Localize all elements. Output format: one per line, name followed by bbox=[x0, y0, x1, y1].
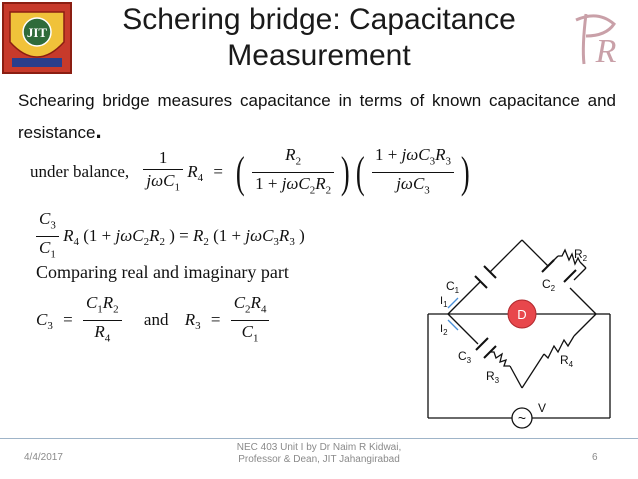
intro-period: . bbox=[95, 118, 102, 143]
svg-text:R4: $R_4$ bbox=[560, 353, 574, 369]
footer-date: 4/4/2017 bbox=[24, 452, 63, 463]
svg-text:R2: $R_2$ bbox=[574, 247, 588, 263]
compare-label: Comparing real and imaginary part bbox=[36, 262, 289, 282]
voltage-label: V bbox=[538, 401, 547, 415]
svg-text:C2: $C_2$ bbox=[542, 277, 556, 293]
title-line-2: Measurement bbox=[227, 39, 411, 72]
ac-source-symbol: ~ bbox=[517, 410, 527, 426]
eq1-prefix: under balance, bbox=[30, 161, 130, 181]
intro-paragraph bbox=[18, 86, 616, 148]
brand-letter: R bbox=[595, 33, 617, 70]
svg-text:I1: $I_1$ bbox=[440, 295, 448, 309]
footer-credit-line-2: Professor & Dean, JIT Jahangirabad bbox=[238, 454, 400, 465]
eq2-frac: $\frac{C_3}{C_1}$ bbox=[36, 208, 59, 266]
svg-text:C3: $C_3$ bbox=[458, 349, 472, 365]
rearranged-equation: $\frac{C_3}{C_1}$ $R_4$ ($1 + j\omega C_2R_2$ ) = $R_2$ ($1 + j\omega C_3R_3$ ) bbox=[36, 208, 305, 266]
eq3-frac-r3: $\frac{C_2R_4}{C_1}$ bbox=[231, 292, 270, 350]
footer-credit-line-1: NEC 403 Unit I by Dr Naim R Kidwai, bbox=[236, 442, 402, 453]
detector-label: D bbox=[517, 307, 527, 322]
slide-title bbox=[60, 2, 578, 74]
intro-text: Schearing bridge measures capacitance in terms of known capacitance and resistance bbox=[18, 91, 616, 142]
eq3-frac-c3: $\frac{C_1R_2}{R_4}$ bbox=[83, 292, 122, 350]
eq1-frac-mid: $\frac{R_2}{1 + j\omega C_2R_2}$ bbox=[252, 144, 334, 202]
footer-page-number: 6 bbox=[592, 452, 598, 463]
logo-text: JIT bbox=[26, 25, 48, 40]
title-line-1: Schering bridge: Capacitance bbox=[122, 3, 516, 36]
schering-bridge-circuit bbox=[418, 236, 638, 436]
svg-text:C1: $C_1$ bbox=[446, 279, 460, 295]
svg-text:I2: $I_2$ bbox=[440, 323, 448, 337]
footer-credit bbox=[200, 442, 438, 466]
eq1-frac-left: $\frac{1}{j\omega C_1}$ bbox=[143, 147, 183, 198]
eq1-frac-right: $\frac{1 + j\omega C_3R_3}{j\omega C_3}$ bbox=[372, 144, 454, 202]
balance-equation: under balance, $\frac{1}{j\omega C_1}$ $R_4$ = ( $\frac{R_2}{1 + j\omega C_2R_2}$ ) ( $\frac{1 + j\omega C_3R_3}{j\omega C_3}$ ) bbox=[30, 144, 473, 202]
svg-text:R3: $R_3$ bbox=[486, 369, 500, 385]
footer-divider bbox=[0, 438, 638, 439]
result-equations: $C_3$ = $\frac{C_1R_2}{R_4}$ and $R_3$ = $\frac{C_2R_4}{C_1}$ bbox=[36, 292, 269, 350]
